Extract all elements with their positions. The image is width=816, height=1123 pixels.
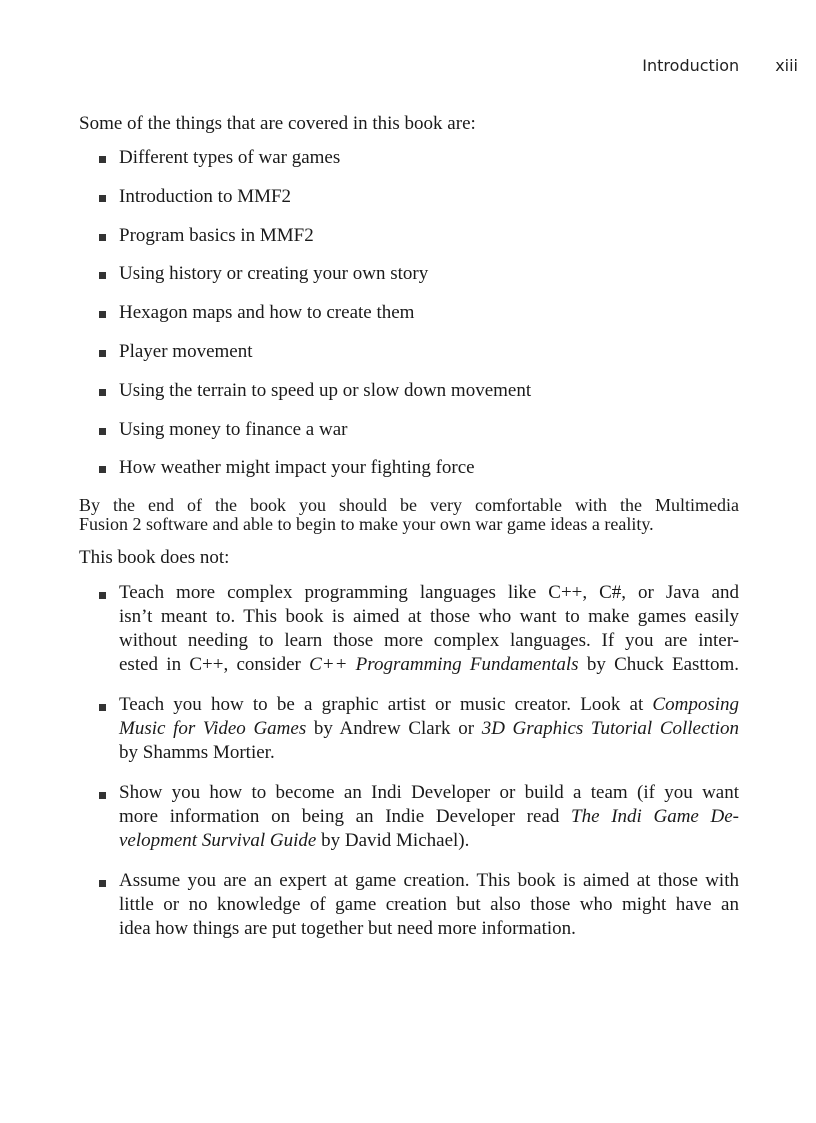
bullet-square-icon [99,272,106,279]
topics-intro: Some of the things that are covered in this book are: [79,113,476,134]
list-item: Assume you are an expert at game creation. This book is aimed at those with little or no knowledge of game creation but also those who might have an idea how things are put together but need more information. [79,869,739,941]
bullet-square-icon [99,311,106,318]
list-item: Introduction to MMF2 [79,185,739,209]
book-title: velopment Survival Guide [119,830,317,852]
summary-paragraph: By the end of the book you should be very comfortable with the Multimedia Fusion 2 software and able to begin to make your own war game ideas a reality. [79,495,739,535]
list-item: Show you how to become an Indi Developer or build a team (if you want more information on being an Indie Developer read The Indi Game De- velopment Survival Guide by David Michael). [79,781,739,853]
does-not-list [79,581,739,941]
list-item: Teach more complex programming languages like C++, C#, or Java and isn’t meant to. This book is aimed at those who want to make games easily without needing to learn those more complex languages. If you are inter- ested in C++, consider C++ Programming Fundamentals by Chuck Easttom. [79,581,739,677]
bullet-square-icon [99,704,106,711]
bullet-square-icon [99,592,106,599]
bullet-square-icon [99,880,106,887]
bullet-square-icon [99,234,106,241]
list-item: Using the terrain to speed up or slow down movement [79,379,739,403]
list-item: Using history or creating your own story [79,262,739,286]
book-title: Music for Video Games [119,718,307,740]
page-body [79,112,739,941]
list-item: How weather might impact your fighting force [79,456,739,480]
bullet-square-icon [99,428,106,435]
bullet-square-icon [99,792,106,799]
book-title: 3D Graphics Tutorial Collection [481,718,739,740]
list-item: Program basics in MMF2 [79,224,739,248]
list-item: Hexagon maps and how to create them [79,301,739,325]
bullet-square-icon [99,389,106,396]
does-not-intro: This book does not: [79,547,230,569]
page-number: xiii [775,56,798,75]
list-item: Teach you how to be a graphic artist or music creator. Look at Composing Music for Video Games by Andrew Clark or 3D Graphics Tutorial Collection by Shamms Mortier. [79,693,739,765]
section-title: Introduction [642,56,740,75]
list-item: Player movement [79,340,739,364]
book-title: The Indi Game De- [571,806,739,828]
running-head [642,56,798,75]
book-title: C++ Programming Fundamentals [309,654,579,676]
bullet-square-icon [99,466,106,473]
book-title: Composing [652,694,739,716]
bullet-square-icon [99,156,106,163]
topics-list [79,146,739,480]
list-item: Using money to finance a war [79,418,739,442]
list-item: Different types of war games [79,146,739,170]
bullet-square-icon [99,195,106,202]
bullet-square-icon [99,350,106,357]
